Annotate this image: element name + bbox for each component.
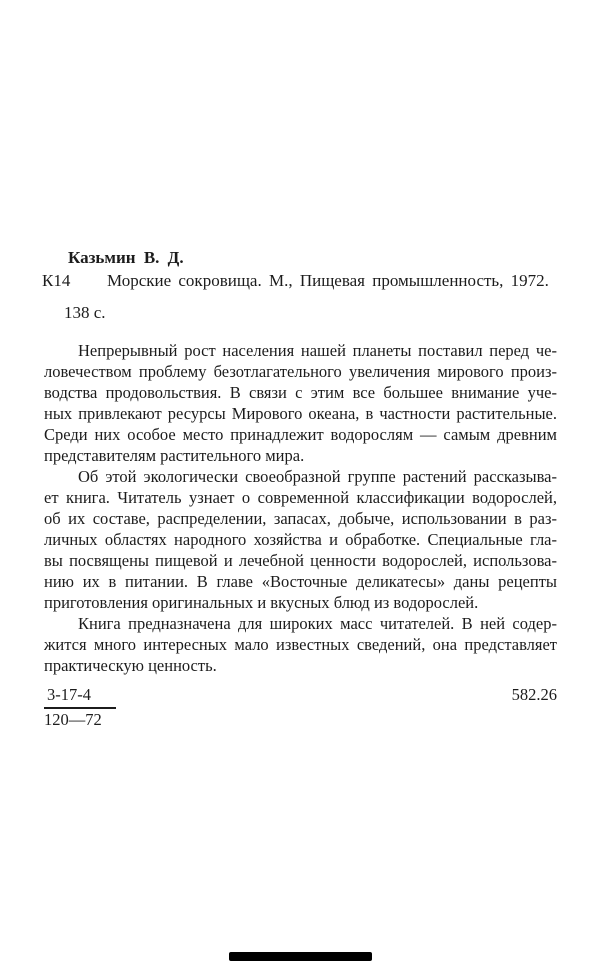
annotation-line: ных привлекают ресурсы Мирового океана, в частности растительные. [44, 404, 557, 423]
home-indicator-bar[interactable] [229, 952, 372, 961]
annotation-line: водства продовольствия. В связи с этим все большее внимание уче- [44, 383, 557, 402]
imprint-numerator: 3-17-4 [47, 685, 91, 704]
annotation-line: Непрерывный рост населения нашей планеты поставил перед че- [78, 341, 557, 360]
udc-classification-code: 582.26 [511, 685, 557, 704]
annotation-line: вы посвящены пищевой и лечебной ценности водорослей, использова- [44, 551, 557, 570]
imprint-divider-line [44, 707, 116, 709]
annotation-line: ет книга. Читатель узнает о современной классификации водорослей, [44, 488, 557, 507]
imprint-denominator: 120—72 [44, 710, 102, 729]
catalog-index-code: К14 [42, 271, 71, 290]
annotation-line: приготовления оригинальных и вкусных блюд из водорослей. [44, 593, 479, 612]
annotation-paragraph-3 [44, 613, 557, 676]
annotation-line: об их составе, распределении, запасах, добыче, использовании в раз- [44, 509, 557, 528]
annotation-line: нию их в питании. В главе «Восточные деликатесы» даны рецепты [44, 572, 557, 591]
author-heading: Казьмин В. Д. [68, 248, 184, 267]
annotation-paragraph-1 [44, 340, 557, 466]
annotation-line: Книга предназначена для широких масс читателей. В ней содер- [78, 614, 557, 633]
page-count: 138 с. [64, 303, 106, 322]
annotation-text [44, 340, 557, 676]
annotation-line: представителям растительного мира. [44, 446, 305, 465]
bibliographic-entry: Морские сокровища. М., Пищевая промышленность, 1972. [107, 271, 549, 290]
imprint-index-fraction [44, 685, 116, 730]
annotation-line: Среди них особое место принадлежит водорослям — самым древним [44, 425, 557, 444]
annotation-line: жится много интересных мало известных сведений, она представляет [44, 635, 557, 654]
annotation-line: Об этой экологически своеобразной группе растений рассказыва- [78, 467, 557, 486]
annotation-line: практическую ценность. [44, 656, 217, 675]
annotation-paragraph-2 [44, 466, 557, 613]
annotation-line: ловечеством проблему безотлагательного увеличения мирового произ- [44, 362, 557, 381]
annotation-line: личных областях народного хозяйства и обработке. Специальные гла- [44, 530, 557, 549]
